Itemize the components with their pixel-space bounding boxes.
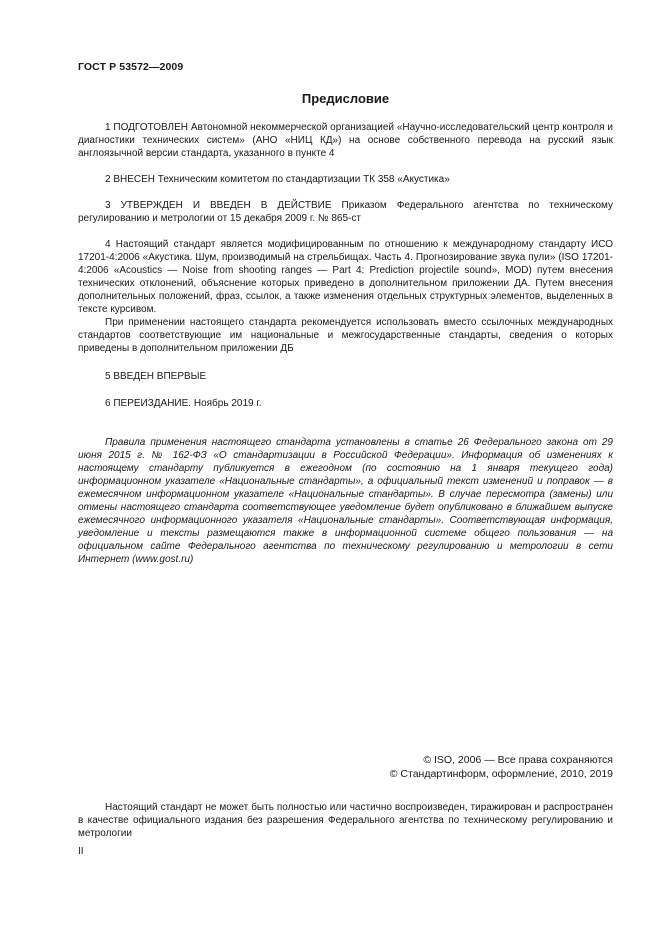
foreword-item-1	[78, 121, 613, 160]
foreword-item-6	[78, 397, 613, 410]
foreword-item-6-text: 6 ПЕРЕИЗДАНИЕ. Ноябрь 2019 г.	[105, 398, 262, 409]
foreword-item-3	[78, 199, 613, 225]
page-title: Предисловие	[301, 91, 390, 106]
foreword-item-4	[78, 238, 613, 355]
foreword-item-4-text: 4 Настоящий стандарт является модифицированным по отношению к международному стандарту ИСО 17201-4:2006 «Акустика. Шум, производимый на стрельбищах. Часть 4. Прогнозирование звука пули» (ISO 17201-4:2006 «Acoustics — Noise from shooting ranges — Part 4: Prediction projectile sound», MOD) путем внесения технических отклонений, объяснение которых приведено в дополнительном приложении ДА. Путем внесения дополнительных положений, фраз, ссылок, а также изменения отдельных структурных элементов, выделенных в тексте курсивом.	[78, 239, 613, 315]
reproduction-notice	[78, 801, 613, 840]
page-number: II	[78, 846, 84, 857]
foreword-item-5	[78, 370, 613, 383]
foreword-item-2	[78, 173, 613, 186]
foreword-item-5-text: 5 ВВЕДЕН ВПЕРВЫЕ	[105, 371, 207, 382]
foreword-item-1-text: 1 ПОДГОТОВЛЕН Автономной некоммерческой организацией «Научно-исследовательский центр контроля и диагностики технических систем» (АНО «НИЦ КД») на основе собственного перевода на русский язык англоязычной версии стандарта, указанного в пункте 4	[78, 122, 613, 159]
copyright-standartinform: © Стандартинформ, оформление, 2010, 2019	[389, 768, 613, 780]
foreword-item-3-text: 3 УТВЕРЖДЕН И ВВЕДЕН В ДЕЙСТВИЕ Приказом Федерального агентства по техническому регулированию и метрологии от 15 декабря 2009 г. № 865-ст	[78, 200, 613, 224]
reproduction-notice-text: Настоящий стандарт не может быть полностью или частично воспроизведен, тиражирован и распространен в качестве официального издания без разрешения Федерального агентства по техническому регулированию и метрологии	[78, 802, 613, 839]
application-rules-notice	[78, 436, 613, 566]
application-rules-notice-text: Правила применения настоящего стандарта установлены в статье 26 Федерального закона от 29 июня 2015 г. № 162-ФЗ «О стандартизации в Российской Федерации». Информация об изменениях к настоящему стандарту публикуется в ежегодном (по состоянию на 1 января текущего года) информационном указателе «Национальные стандарты», а официальный текст изменений и поправок — в ежемесячном информационном указателе «Национальные стандарты». В случае пересмотра (замены) или отмены настоящего стандарта соответствующее уведомление будет опубликовано в ближайшем выпуске ежемесячного информационного указателя «Национальные стандарты». Соответствующая информация, уведомление и тексты размещаются также в информационной системе общего пользования — на официальном сайте Федерального агентства по техническому регулированию и метрологии в сети Интернет (www.gost.ru)	[78, 437, 613, 565]
document-header-standard-id: ГОСТ Р 53572—2009	[78, 61, 184, 73]
foreword-item-4-text-continued: При применении настоящего стандарта рекомендуется использовать вместо ссылочных международных стандартов соответствующие им национальные и межгосударственные стандарты, сведения о которых приведены в дополнительном приложении ДБ	[78, 317, 613, 354]
copyright-block	[390, 753, 613, 781]
foreword-item-2-text: 2 ВНЕСЕН Техническим комитетом по стандартизации ТК 358 «Акустика»	[105, 174, 450, 185]
copyright-iso: © ISO, 2006 — Все права сохраняются	[423, 754, 613, 766]
